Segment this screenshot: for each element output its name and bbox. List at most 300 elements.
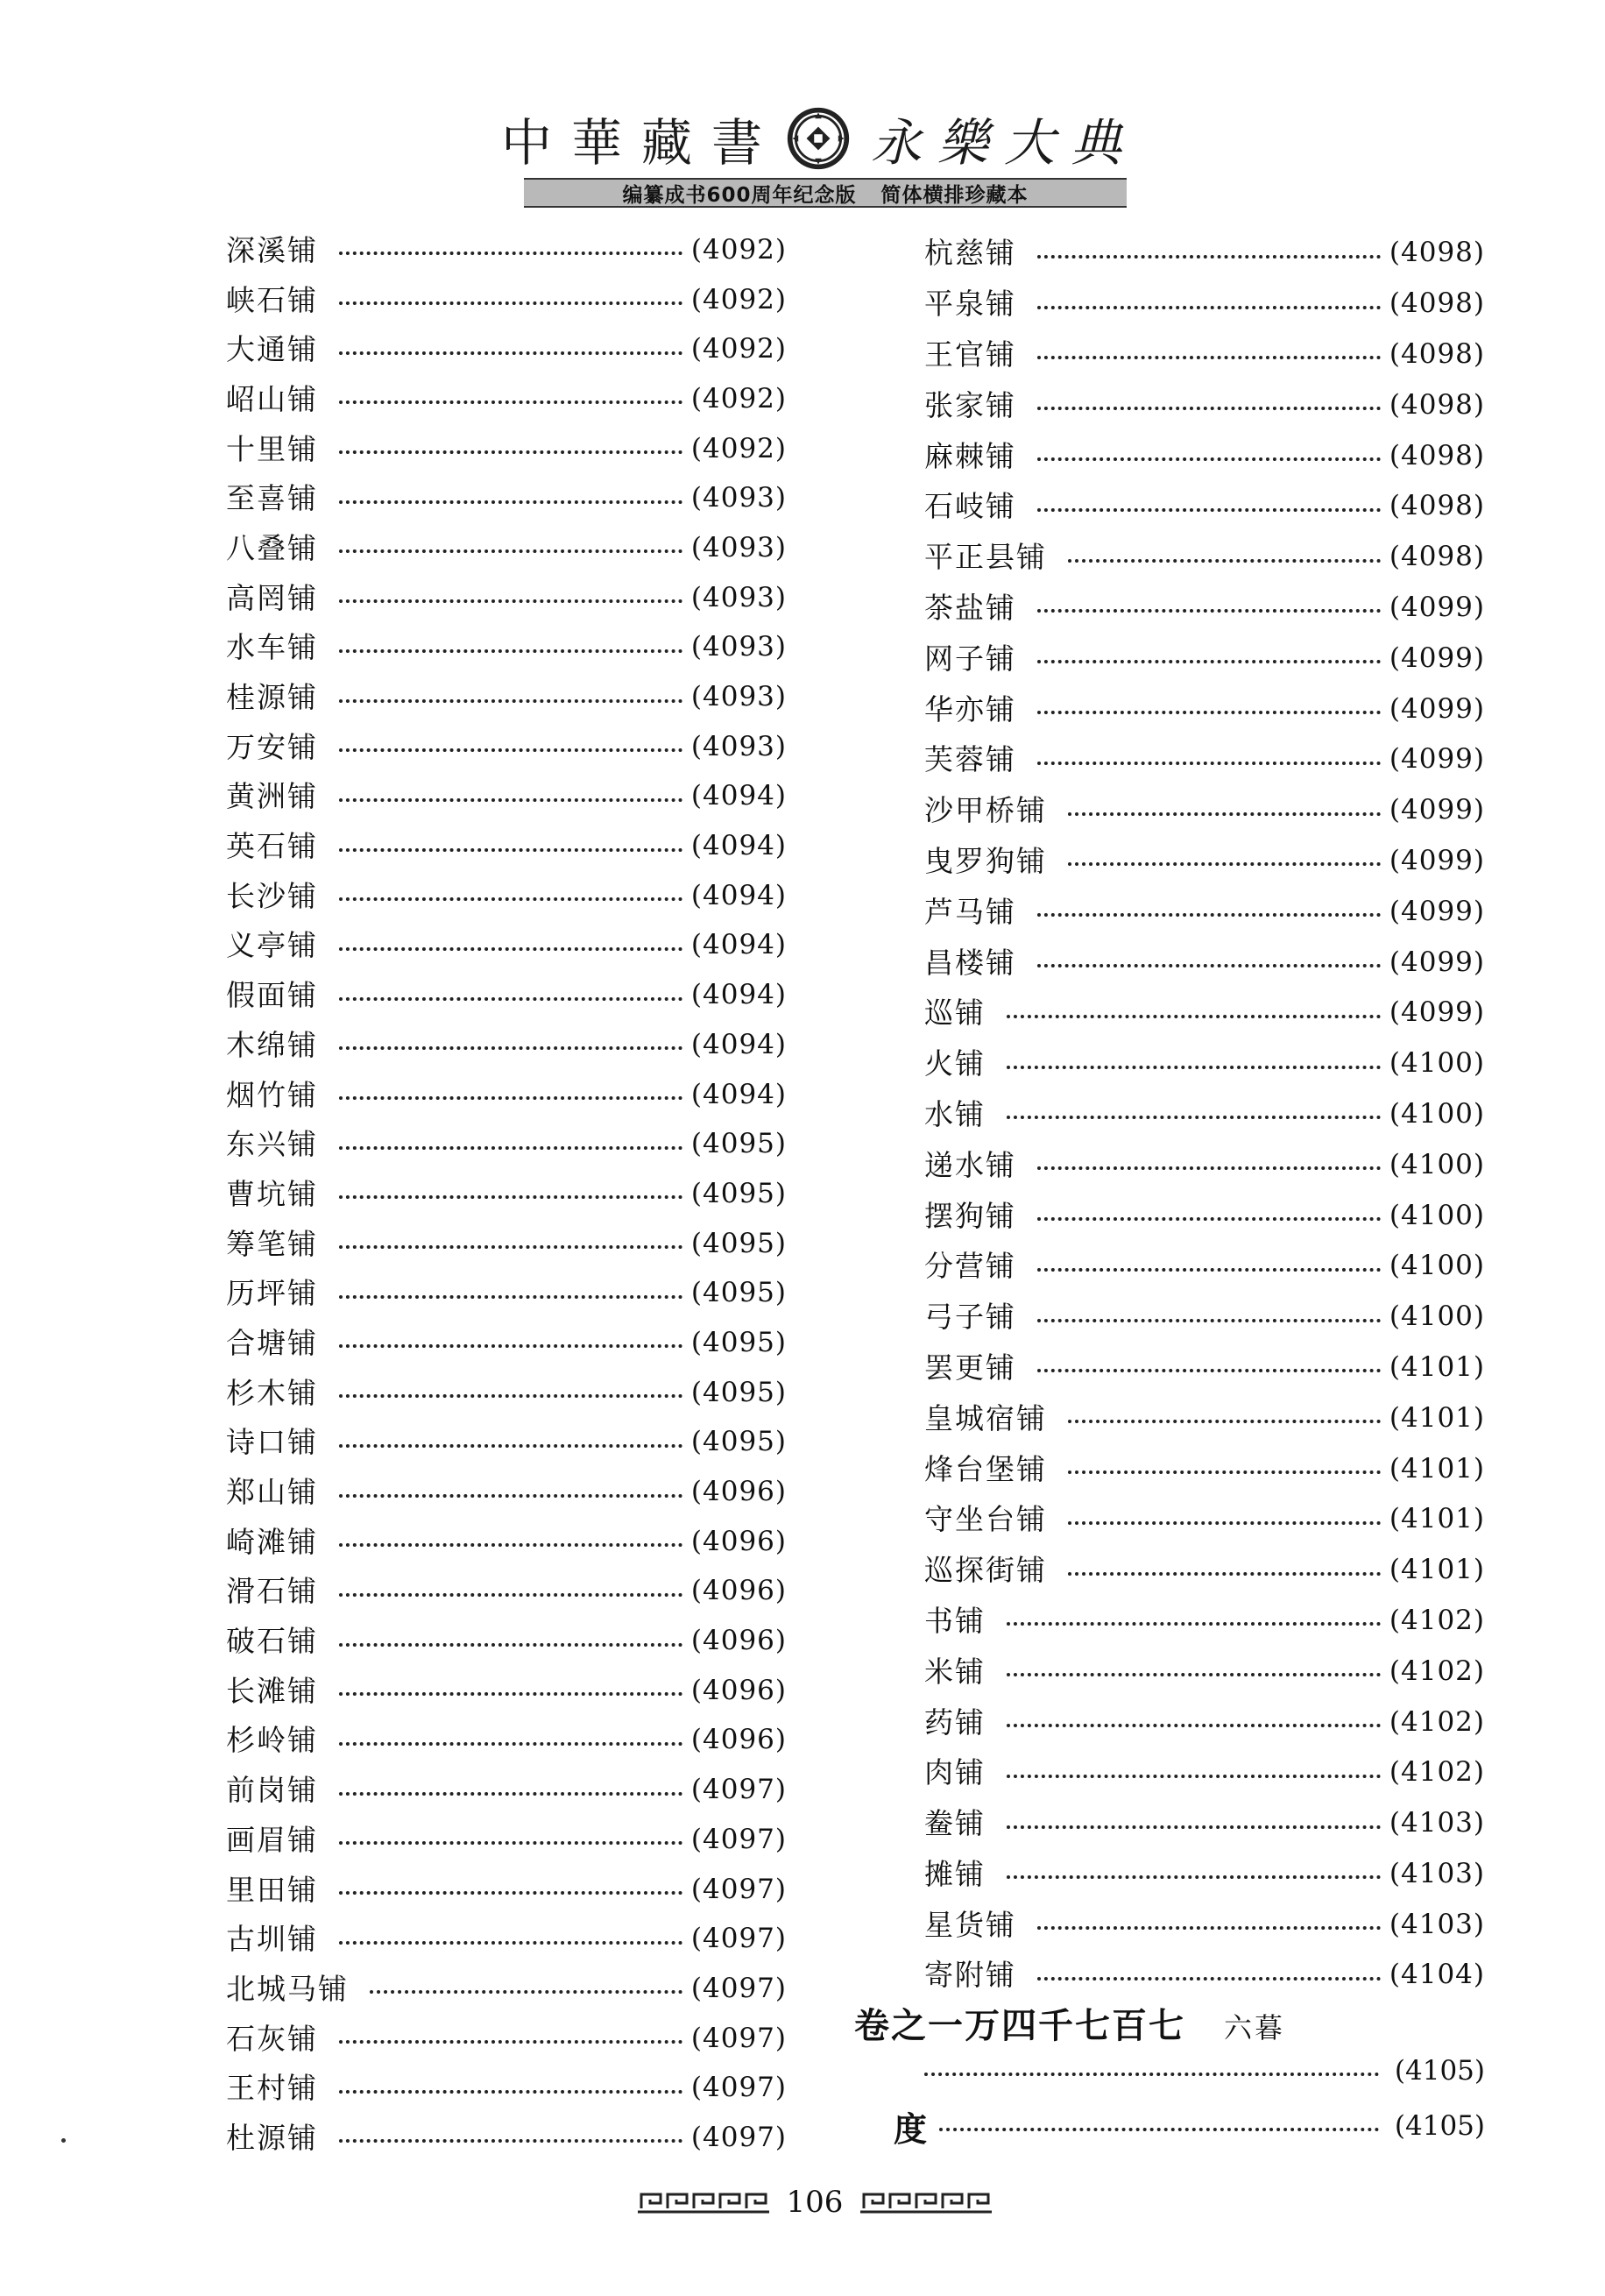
index-entry [924, 684, 1485, 734]
entry-page-ref: (4100) [1389, 1199, 1485, 1231]
entry-name: 麻棘铺 [924, 438, 1016, 473]
dot-leader [339, 1245, 682, 1249]
entry-page-ref: (4098) [1389, 287, 1485, 320]
entry-name: 义亭铺 [226, 928, 318, 963]
index-entry [924, 1747, 1485, 1798]
entry-name: 药铺 [924, 1704, 986, 1740]
entry-page-ref: (4097) [690, 1972, 787, 2004]
index-entry [226, 871, 787, 921]
index-entry [226, 1567, 787, 1617]
index-entry [924, 1089, 1485, 1140]
index-entry [226, 573, 787, 623]
index-entry [924, 1392, 1485, 1443]
entry-name: 石岐铺 [924, 489, 1016, 524]
entry-name: 分营铺 [924, 1249, 1016, 1284]
dot-leader [339, 1742, 682, 1746]
entry-name: 筹笔铺 [226, 1226, 318, 1261]
entry-page-ref: (4094) [690, 879, 787, 911]
dot-leader [339, 2139, 682, 2143]
entry-name: 滑石铺 [226, 1574, 318, 1609]
entry-page-ref: (4099) [1389, 946, 1485, 978]
brand-title-right: 永樂大典 [871, 113, 1138, 173]
dot-leader [1037, 1268, 1381, 1272]
dot-leader [1037, 913, 1381, 917]
dot-leader [339, 1543, 682, 1547]
dot-leader [339, 1891, 682, 1895]
entry-name: 杉岭铺 [226, 1723, 318, 1758]
entry-name: 王官铺 [924, 337, 1016, 372]
index-entry [924, 836, 1485, 887]
entry-page-ref: (4092) [690, 333, 787, 365]
dot-leader [339, 1096, 682, 1100]
dot-leader [339, 1046, 682, 1050]
entry-page-ref: (4099) [1389, 692, 1485, 725]
entry-name: 合塘铺 [226, 1325, 318, 1360]
entry-page-ref: (4102) [1389, 1604, 1485, 1636]
entry-name: 万安铺 [226, 729, 318, 764]
index-entry [924, 1596, 1485, 1647]
entry-page-ref: (4097) [690, 1873, 787, 1905]
dot-leader [339, 798, 682, 802]
dot-leader [1068, 1420, 1381, 1423]
entry-name: 杭慈铺 [924, 236, 1016, 271]
seal-emblem-icon [785, 105, 852, 172]
index-entry [226, 821, 787, 871]
entry-page-ref: (4097) [690, 2022, 787, 2054]
index-entry [924, 532, 1485, 583]
dot-leader [1037, 407, 1381, 410]
dot-leader [1007, 1015, 1381, 1018]
dot-leader [339, 400, 682, 404]
entry-page-ref: (4099) [1389, 895, 1485, 927]
entry-page-ref: (4098) [1389, 337, 1485, 370]
entry-name: 画眉铺 [226, 1822, 318, 1857]
entry-name: 米铺 [924, 1654, 986, 1689]
scan-speck [61, 2138, 66, 2143]
entry-page-ref: (4102) [1389, 1705, 1485, 1738]
dot-leader [339, 549, 682, 553]
dot-leader [339, 500, 682, 504]
dot-leader [1068, 559, 1381, 563]
index-entry [226, 473, 787, 523]
entry-name: 破石铺 [226, 1624, 318, 1659]
entry-page-ref: (4092) [690, 233, 787, 266]
dot-leader [339, 1394, 682, 1398]
dot-leader [1007, 1673, 1381, 1676]
dot-leader [339, 1643, 682, 1647]
dot-leader [339, 997, 682, 1001]
dot-leader [939, 2128, 1379, 2131]
index-entry [924, 1798, 1485, 1849]
index-entry [226, 672, 787, 722]
entry-page-ref: (4093) [690, 631, 787, 663]
entry-page-ref: (4094) [690, 1078, 787, 1110]
dot-leader [339, 301, 682, 305]
dot-leader [339, 699, 682, 703]
page-number: 106 [786, 2185, 844, 2220]
entry-name: 王村铺 [226, 2071, 318, 2106]
dot-leader [1068, 1572, 1381, 1576]
entry-name: 东兴铺 [226, 1127, 318, 1162]
index-entry [226, 2113, 787, 2163]
index-entry [226, 1318, 787, 1368]
dot-leader [339, 1444, 682, 1448]
dot-leader [339, 1195, 682, 1199]
entry-page-ref: (4093) [690, 681, 787, 713]
index-entry [226, 1467, 787, 1517]
entry-page-ref: (4093) [690, 581, 787, 613]
entry-name: 火铺 [924, 1046, 986, 1081]
entry-page-ref: (4097) [690, 2121, 787, 2153]
entry-name: 水车铺 [226, 630, 318, 665]
index-entry [226, 1418, 787, 1468]
index-entry [924, 1849, 1485, 1900]
dot-leader [339, 649, 682, 653]
dot-leader [339, 1344, 682, 1348]
index-entry [226, 1219, 787, 1269]
entry-name: 前岗铺 [226, 1773, 318, 1808]
index-entry [924, 1038, 1485, 1089]
index-entry [226, 1616, 787, 1666]
entry-name: 长沙铺 [226, 878, 318, 913]
index-entry [924, 886, 1485, 937]
index-entry [894, 2099, 1485, 2153]
index-entry [226, 1169, 787, 1219]
entry-name: 十里铺 [226, 431, 318, 466]
dot-leader [339, 2090, 682, 2094]
entry-name: 度 [894, 2108, 928, 2149]
index-entry [924, 1343, 1485, 1393]
entry-page-ref: (4100) [1389, 1047, 1485, 1080]
entry-name: 水铺 [924, 1096, 986, 1131]
entry-name: 烟竹铺 [226, 1077, 318, 1112]
entry-name: 平泉铺 [924, 287, 1016, 322]
index-entry [226, 424, 787, 474]
entry-page-ref: (4102) [1389, 1655, 1485, 1687]
entry-name: 星货铺 [924, 1907, 1016, 1942]
dot-leader [1007, 1775, 1381, 1778]
index-entry [226, 1268, 787, 1318]
section-page-ref: (4105) [1394, 2055, 1485, 2087]
entry-page-ref: (4095) [690, 1376, 787, 1408]
brand-row [500, 95, 1138, 182]
entry-name: 弓子铺 [924, 1300, 1016, 1335]
entry-name: 崎滩铺 [226, 1524, 318, 1559]
entry-name: 寄附铺 [924, 1958, 1016, 1993]
index-entry [226, 1368, 787, 1418]
entry-name: 巡探街铺 [924, 1553, 1047, 1588]
dot-leader [1037, 964, 1381, 967]
dot-leader [339, 2040, 682, 2044]
dot-leader [1007, 1622, 1381, 1626]
entry-page-ref: (4103) [1389, 1807, 1485, 1839]
entry-name: 曳罗狗铺 [924, 843, 1047, 878]
index-entry [924, 379, 1485, 430]
entry-page-ref: (4096) [690, 1525, 787, 1557]
dot-leader [924, 2073, 1379, 2076]
dot-leader [339, 897, 682, 901]
dot-leader [1037, 660, 1381, 663]
entry-name: 峡石铺 [226, 282, 318, 317]
dot-leader [339, 252, 682, 255]
index-entry [226, 1815, 787, 1865]
dot-leader [1068, 1521, 1381, 1525]
index-entry [924, 1950, 1485, 2001]
entry-page-ref: (4102) [1389, 1756, 1485, 1789]
index-entry [924, 430, 1485, 481]
entry-name: 皇城宿铺 [924, 1400, 1047, 1435]
fret-ornament-right-icon [860, 2189, 992, 2215]
index-entry [924, 633, 1485, 684]
dot-leader [1007, 1875, 1381, 1879]
index-entry [924, 279, 1485, 330]
index-entry [924, 1899, 1485, 1950]
entry-page-ref: (4101) [1389, 1503, 1485, 1535]
volume-title: 卷之一万四千七百七 [854, 2005, 1185, 2046]
entry-page-ref: (4097) [690, 1823, 787, 1855]
index-entry [924, 937, 1485, 988]
brand-title-left: 中華藏書 [500, 113, 781, 173]
entry-name: 烽台堡铺 [924, 1451, 1047, 1486]
index-entry [924, 1190, 1485, 1241]
entry-page-ref: (4094) [690, 929, 787, 961]
entry-name: 杜源铺 [226, 2120, 318, 2155]
index-entry [226, 1119, 787, 1169]
entry-page-ref: (4095) [690, 1128, 787, 1160]
entry-page-ref: (4095) [690, 1177, 787, 1209]
entry-name: 郑山铺 [226, 1475, 318, 1510]
entry-name: 至喜铺 [226, 481, 318, 516]
index-entry [226, 523, 787, 573]
entry-page-ref: (4098) [1389, 541, 1485, 573]
entry-page-ref: (4095) [690, 1227, 787, 1259]
entry-page-ref: (4101) [1389, 1401, 1485, 1434]
dot-leader [339, 1295, 682, 1299]
dot-leader [1037, 508, 1381, 512]
entry-name: 摆狗铺 [924, 1198, 1016, 1233]
index-entry [226, 1914, 787, 1964]
dot-leader [339, 1593, 682, 1597]
index-column-right [924, 228, 1485, 2001]
entry-page-ref: (4099) [1389, 743, 1485, 776]
entry-page-ref: (4100) [1389, 1250, 1485, 1282]
index-entry [924, 481, 1485, 532]
entry-page-ref: (4100) [1389, 1097, 1485, 1130]
index-entry [924, 1494, 1485, 1545]
entry-page-ref: (4096) [690, 1724, 787, 1756]
entry-page-ref: (4098) [1389, 439, 1485, 471]
entry-page-ref: (4101) [1389, 1554, 1485, 1586]
entry-name: 芙蓉铺 [924, 742, 1016, 777]
index-entry [226, 623, 787, 673]
index-entry [226, 1666, 787, 1716]
entry-page-ref: (4099) [1389, 591, 1485, 623]
entry-name: 八叠铺 [226, 530, 318, 565]
entry-name: 岹山铺 [226, 381, 318, 416]
index-entry [924, 988, 1485, 1038]
dot-leader [1037, 1369, 1381, 1372]
entry-name: 茶盐铺 [924, 590, 1016, 625]
index-entry [226, 722, 787, 772]
entry-page-ref: (4099) [1389, 844, 1485, 876]
entry-page-ref: (4093) [690, 482, 787, 514]
entry-page-ref: (4103) [1389, 1908, 1485, 1940]
index-entry [924, 1697, 1485, 1747]
entry-name: 平正县铺 [924, 540, 1047, 575]
entry-page-ref: (4104) [1389, 1959, 1485, 1991]
index-entry [924, 583, 1485, 634]
dot-leader [339, 1692, 682, 1696]
page-footer [631, 2180, 999, 2224]
dot-leader [1037, 1217, 1381, 1221]
entry-page-ref: (4105) [1394, 2110, 1485, 2142]
entry-name: 昌楼铺 [924, 945, 1016, 980]
index-entry [924, 1443, 1485, 1494]
entry-name: 罢更铺 [924, 1350, 1016, 1385]
index-entry [226, 970, 787, 1020]
entry-page-ref: (4096) [690, 1674, 787, 1706]
entry-name: 里田铺 [226, 1872, 318, 1907]
entry-page-ref: (4096) [690, 1575, 787, 1607]
dot-leader [339, 1494, 682, 1498]
entry-page-ref: (4097) [690, 2072, 787, 2104]
dot-leader [1037, 457, 1381, 461]
entry-page-ref: (4092) [690, 432, 787, 464]
dot-leader [339, 450, 682, 454]
index-entry [226, 374, 787, 424]
entry-page-ref: (4098) [1389, 388, 1485, 421]
entry-name: 深溪铺 [226, 232, 318, 267]
entry-page-ref: (4098) [1389, 237, 1485, 269]
entry-name: 古圳铺 [226, 1922, 318, 1957]
dot-leader [1037, 609, 1381, 613]
index-entry [924, 330, 1485, 380]
entry-page-ref: (4096) [690, 1476, 787, 1508]
entry-name: 英石铺 [226, 829, 318, 864]
dot-leader [1007, 1724, 1381, 1727]
dot-leader [1037, 1977, 1381, 1981]
entry-page-ref: (4099) [1389, 641, 1485, 674]
section-heading [854, 1998, 1485, 2051]
entry-page-ref: (4094) [690, 830, 787, 862]
dot-leader [339, 1792, 682, 1796]
dot-leader [339, 947, 682, 951]
page-header [0, 0, 1605, 210]
index-entry [226, 1865, 787, 1915]
index-entry [924, 785, 1485, 836]
index-entry [226, 1020, 787, 1070]
entry-name: 书铺 [924, 1603, 986, 1638]
entry-name: 历坪铺 [226, 1276, 318, 1311]
volume-topic: 六暮 [1224, 2011, 1286, 2044]
dot-leader [339, 1841, 682, 1845]
entry-page-ref: (4100) [1389, 1300, 1485, 1333]
entry-page-ref: (4095) [690, 1426, 787, 1458]
dot-leader [1007, 1825, 1381, 1829]
entry-page-ref: (4098) [1389, 490, 1485, 522]
entry-page-ref: (4093) [690, 531, 787, 563]
entry-name: 肉铺 [924, 1755, 986, 1790]
index-entry [226, 225, 787, 275]
entry-page-ref: (4094) [690, 780, 787, 812]
entry-name: 华亦铺 [924, 691, 1016, 726]
entry-name: 黄洲铺 [226, 779, 318, 814]
fret-ornament-left-icon [638, 2189, 769, 2215]
dot-leader [339, 1146, 682, 1150]
dot-leader [339, 351, 682, 355]
entry-page-ref: (4100) [1389, 1148, 1485, 1180]
index-entry [226, 1070, 787, 1120]
entry-page-ref: (4095) [690, 1326, 787, 1358]
index-entry [924, 228, 1485, 279]
entry-page-ref: (4099) [1389, 996, 1485, 1029]
dot-leader [1037, 1926, 1381, 1930]
index-entry [924, 1139, 1485, 1190]
index-entry [226, 1517, 787, 1567]
entry-page-ref: (4099) [1389, 794, 1485, 826]
entry-name: 桂源铺 [226, 680, 318, 715]
entry-page-ref: (4095) [690, 1277, 787, 1309]
entry-page-ref: (4092) [690, 283, 787, 315]
entry-name: 芦马铺 [924, 894, 1016, 929]
entry-name: 守坐台铺 [924, 1502, 1047, 1537]
index-entry [226, 324, 787, 374]
entry-page-ref: (4094) [690, 1028, 787, 1060]
dot-leader [1037, 711, 1381, 714]
index-entry [226, 1765, 787, 1815]
index-entry [226, 1716, 787, 1766]
entry-name: 曹坑铺 [226, 1176, 318, 1211]
index-entry [226, 772, 787, 822]
entry-page-ref: (4097) [690, 1923, 787, 1955]
index-entry [226, 921, 787, 971]
subtitle-right: 简体横排珍藏本 [880, 183, 1029, 207]
dot-leader [1037, 306, 1381, 309]
index-entry [924, 1292, 1485, 1343]
index-entry [226, 275, 787, 325]
entry-name: 网子铺 [924, 641, 1016, 676]
subtitle-banner [524, 178, 1127, 208]
index-column-left [226, 225, 787, 2163]
entry-page-ref: (4094) [690, 979, 787, 1011]
index-entry [226, 2014, 787, 2064]
entry-name: 木绵铺 [226, 1027, 318, 1062]
entry-name: 石灰铺 [226, 2021, 318, 2056]
index-entry [226, 1964, 787, 2014]
dot-leader [1068, 1470, 1381, 1474]
entry-page-ref: (4101) [1389, 1350, 1485, 1383]
index-entry [924, 1646, 1485, 1697]
entry-name: 摊铺 [924, 1856, 986, 1891]
index-entry [924, 1545, 1485, 1596]
entry-name: 鲞铺 [924, 1806, 986, 1841]
dot-leader [1007, 1066, 1381, 1069]
entry-name: 长滩铺 [226, 1673, 318, 1708]
section-leader-line [924, 2046, 1485, 2095]
entry-name: 张家铺 [924, 387, 1016, 422]
index-entry [924, 734, 1485, 785]
dot-leader [1037, 356, 1381, 359]
entry-name: 北城马铺 [226, 1971, 349, 2006]
entry-page-ref: (4103) [1389, 1857, 1485, 1889]
entry-name: 巡铺 [924, 996, 986, 1031]
dot-leader [1068, 812, 1381, 816]
entry-page-ref: (4092) [690, 382, 787, 415]
entry-name: 递水铺 [924, 1147, 1016, 1182]
dot-leader [1037, 255, 1381, 259]
dot-leader [1068, 862, 1381, 866]
entry-name: 高罔铺 [226, 580, 318, 615]
